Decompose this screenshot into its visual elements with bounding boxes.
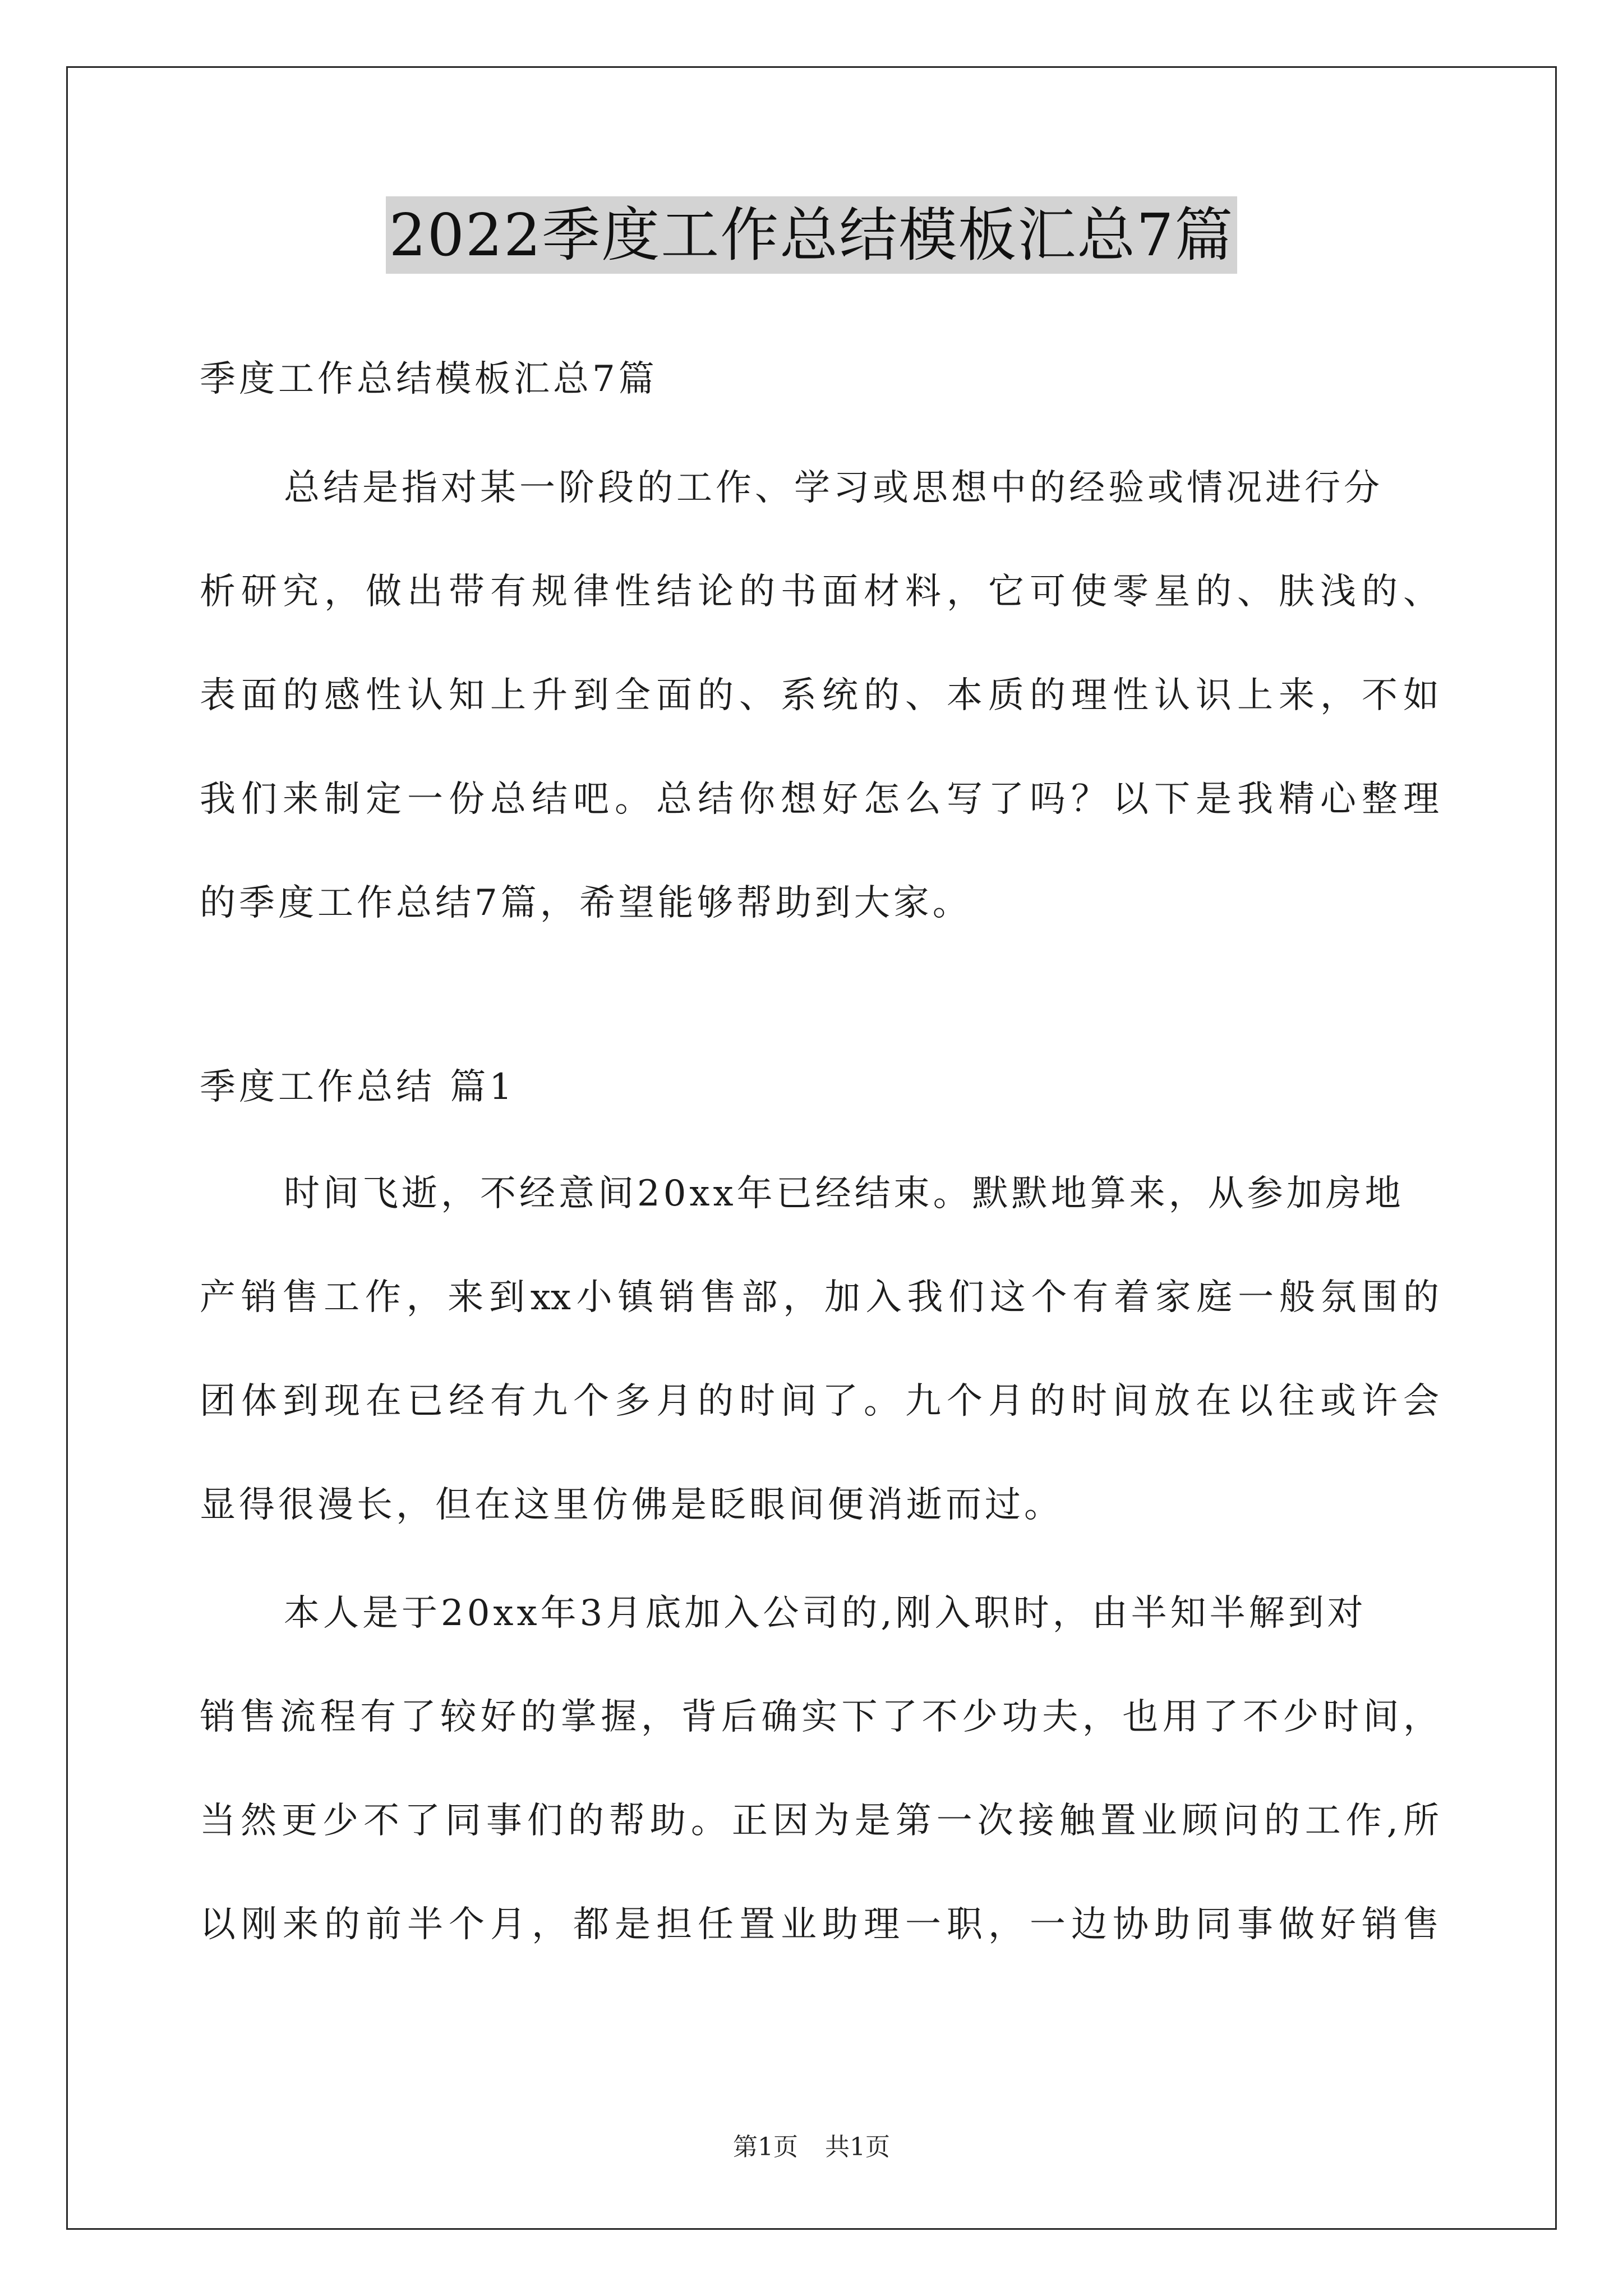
page-total: 共1页 xyxy=(825,2133,890,2161)
paragraph-line: 时间飞逝，不经意间20xx年已经结束。默默地算来，从参加房地 xyxy=(284,1173,1404,1214)
title-container xyxy=(0,196,1623,274)
intro-line: 总结是指对某一阶段的工作、学习或思想中的经验或情况进行分 xyxy=(284,467,1383,509)
intro-line: 析研究，做出带有规律性结论的书面材料，它可使零星的、肤浅的、 xyxy=(200,571,1439,613)
paragraph-line: 本人是于20xx年3月底加入公司的,刚入职时，由半知半解到对 xyxy=(284,1593,1367,1634)
intro-line: 的季度工作总结7篇，希望能够帮助到大家。 xyxy=(200,882,972,924)
paragraph-line: 当然更少不了同事们的帮助。正因为是第一次接触置业顾问的工作,所 xyxy=(200,1800,1439,1842)
paragraph-line: 销售流程有了较好的掌握，背后确实下了不少功夫，也用了不少时间， xyxy=(200,1696,1439,1738)
page-footer xyxy=(0,2132,1623,2163)
page-number: 第1页 xyxy=(733,2133,798,2161)
paragraph-line: 团体到现在已经有九个多月的时间了。九个月的时间放在以往或许会 xyxy=(200,1381,1439,1422)
paragraph-line: 以刚来的前半个月，都是担任置业助理一职，一边协助同事做好销售 xyxy=(200,1904,1439,1945)
paragraph-line: 显得很漫长，但在这里仿佛是眨眼间便消逝而过。 xyxy=(200,1484,1063,1526)
document-title: 2022季度工作总结模板汇总7篇 xyxy=(386,196,1238,274)
section-heading: 季度工作总结 篇1 xyxy=(200,1066,516,1108)
intro-line: 我们来制定一份总结吧。总结你想好怎么写了吗？以下是我精心整理 xyxy=(200,779,1439,820)
document-subtitle: 季度工作总结模板汇总7篇 xyxy=(200,358,658,400)
paragraph-line: 产销售工作，来到xx小镇销售部，加入我们这个有着家庭一般氛围的 xyxy=(200,1277,1439,1318)
intro-line: 表面的感性认知上升到全面的、系统的、本质的理性认识上来，不如 xyxy=(200,675,1439,716)
